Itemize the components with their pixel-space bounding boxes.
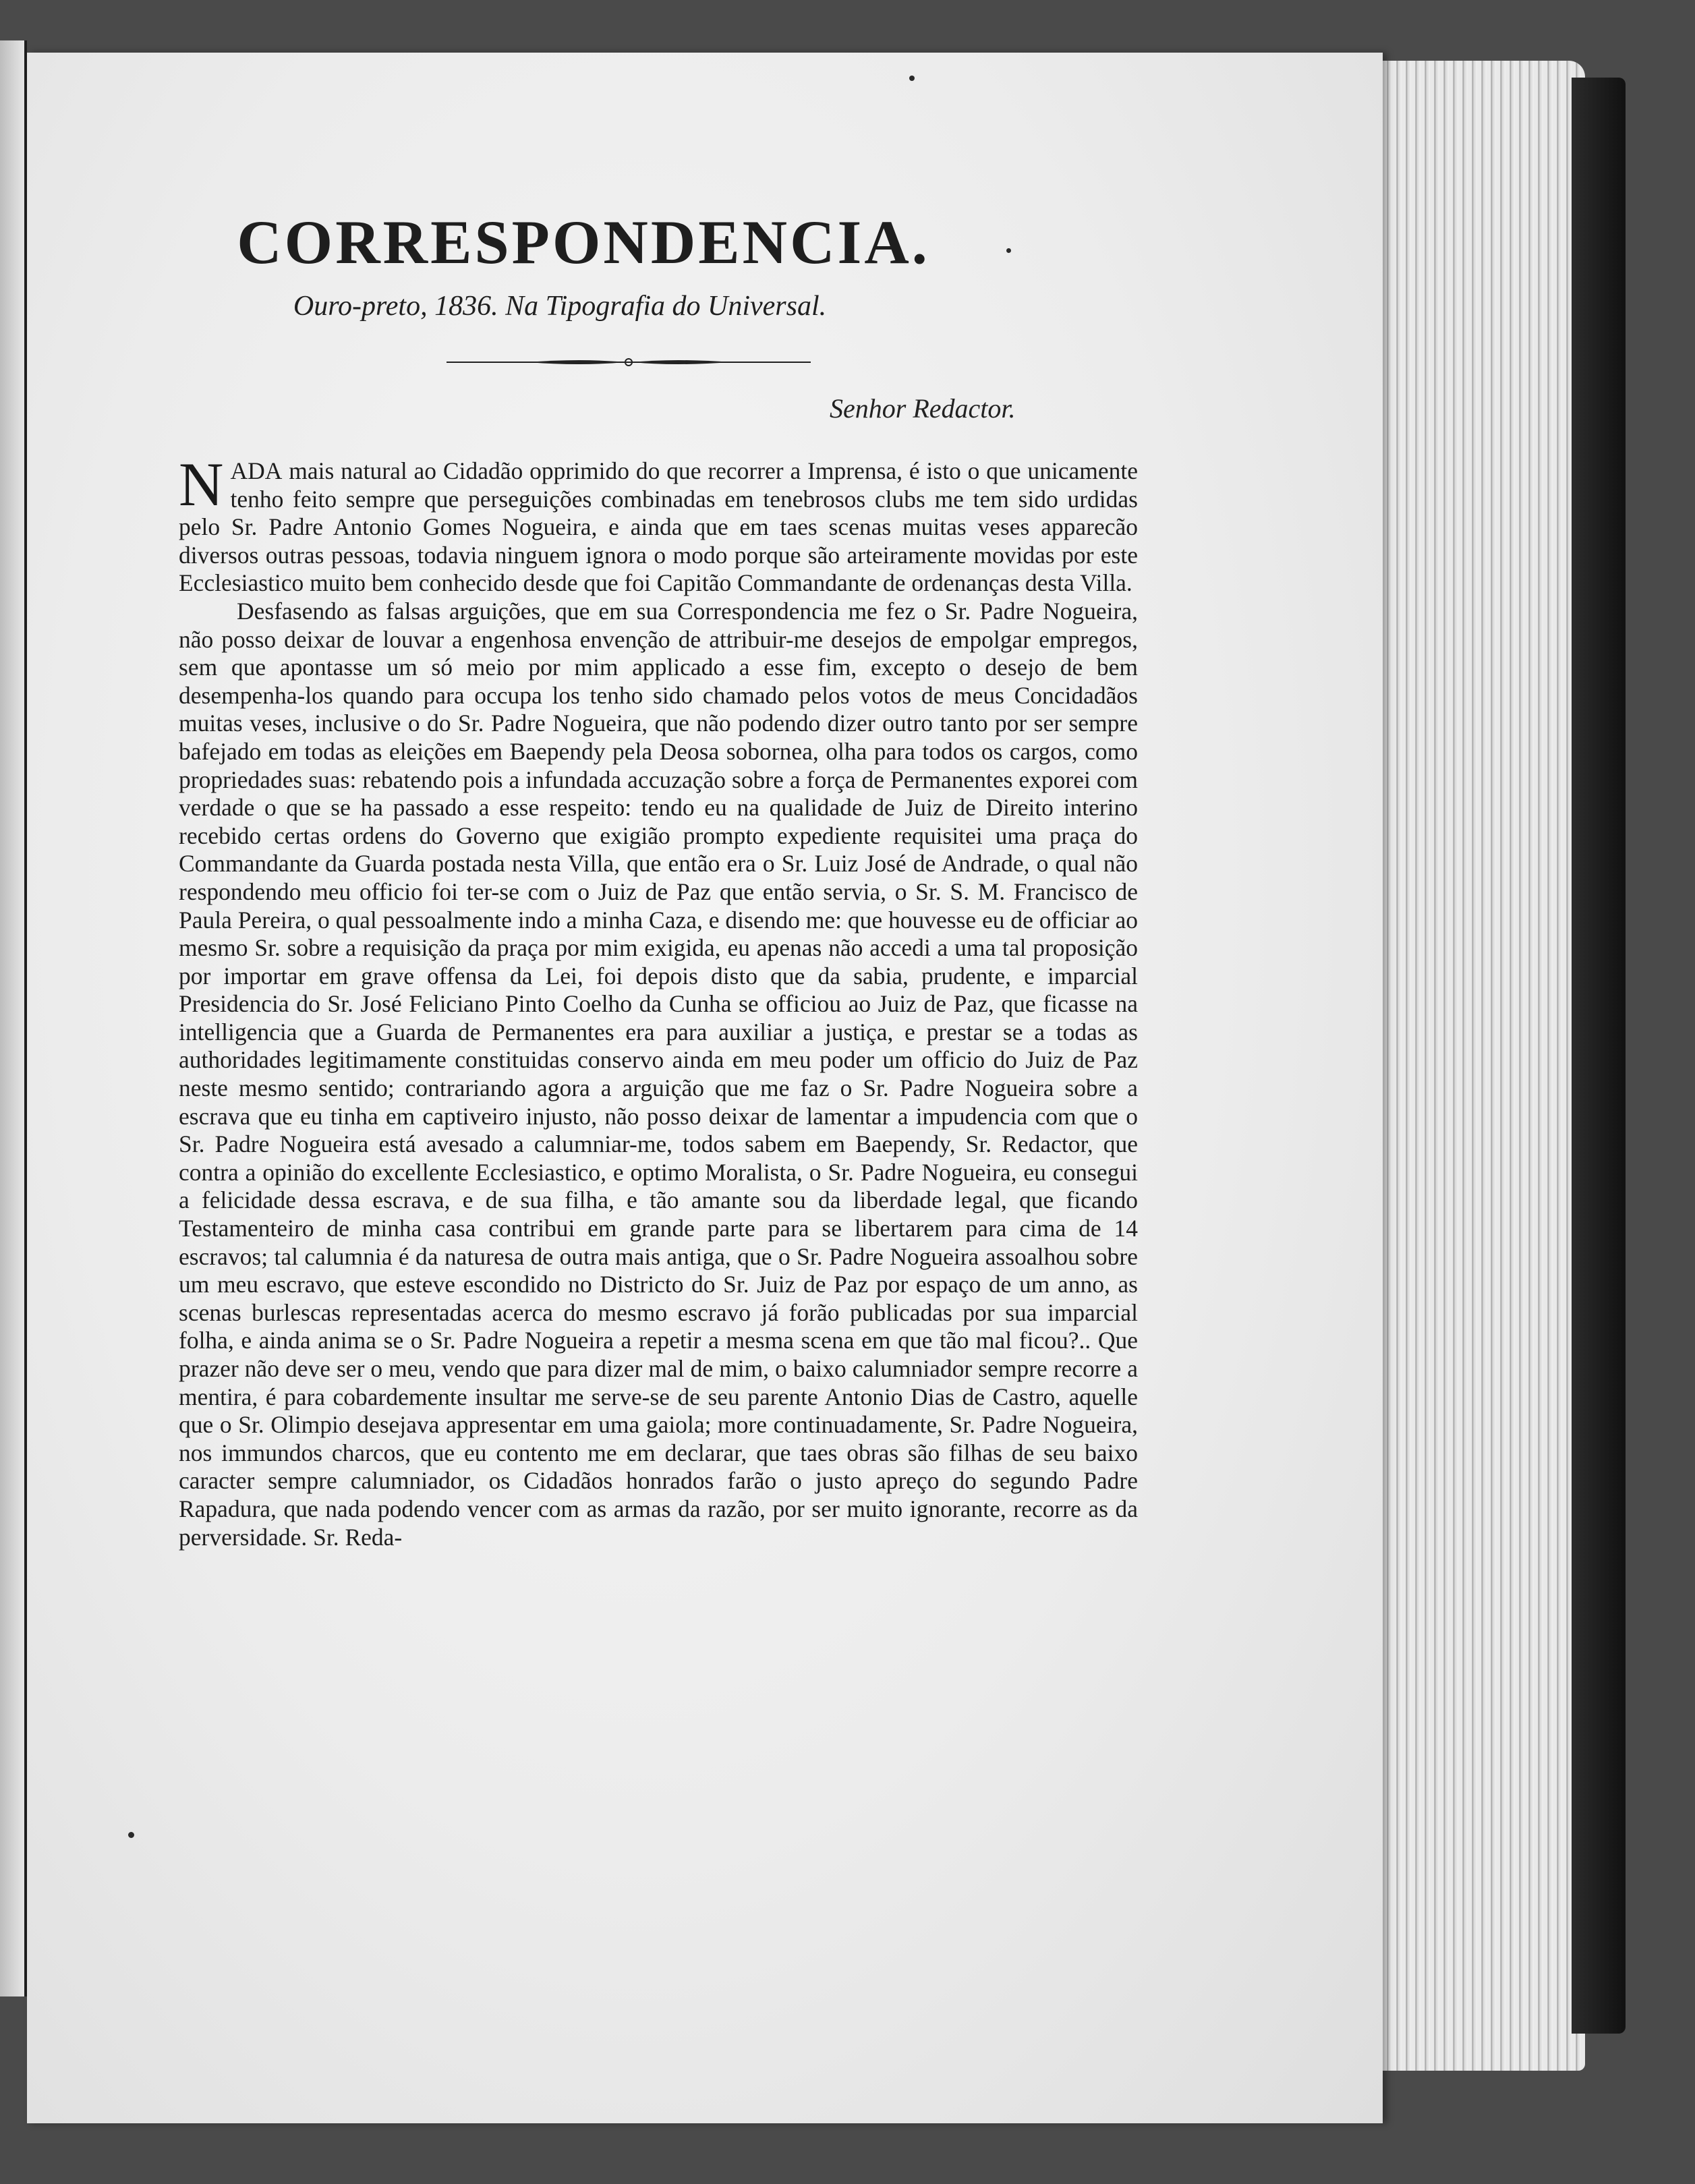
paragraph-1-text: mais natural ao Cidadão opprimido do que recorrer a Imprensa, é isto o que unicamente tenho feito sempre que perseguições combinadas em tenebrosos clubs me tem sido urdidas pelo Sr. Padre Antonio Gomes Nogueira, e ainda que em taes scenas muitas veses apparecão diversos outras pessoas, todavia ninguem ignora o modo porque são arteiramente movidas por este Ecclesiastico muito bem conhecido desde que foi Capitão Commandante de ordenanças desta Villa. (179, 457, 1139, 597)
salutation: Senhor Redactor. (830, 393, 1016, 424)
imprint-line: Ouro-preto, 1836. Na Tipografia do Universal. (293, 291, 827, 322)
page-title: CORRESPONDENCIA. (237, 208, 930, 277)
document-page (27, 53, 1383, 2123)
ornamental-rule (447, 357, 811, 367)
stacked-page-edges (1383, 61, 1585, 2071)
paragraph-2: Desfasendo as falsas arguições, que em sua Correspondencia me fez o Sr. Padre Nogueira, não posso deixar de louvar a engenhosa envenção de attribuir-me desejos de empolgar empregos, sem que apontasse um só meio por mim applicado a esse fim, excepto o desejo de bem desempenha-los quando para occupa los tenho sido chamado pelos votos de meus Concidadãos muitas veses, inclusive o do Sr. Padre Nogueira, que não podendo dizer outro tanto por ser sempre bafejado em todas as eleições em Baependy pela Deosa sobornea, olha para todos os cargos, como propriedades suas: rebatendo pois a infundada accuzação sobre a força de Permanentes exporei com verdade o que se ha passado a esse respeito: tendo eu na qualidade de Juiz de Direito interino recebido certas ordens do Governo que exigião prompto expediente requisitei uma praça do Commandante da Guarda postada nesta Villa, que então era o Sr. Luiz José de Andrade, o qual não respondendo meu officio foi ter-se com o Juiz de Paz que então servia, o Sr. S. M. Francisco de Paula Pereira, o qual pessoalmente indo a minha Caza, e disendo me: que houvesse eu de officiar ao mesmo Sr. sobre a requisição da praça por mim exigida, eu apenas não accedi a uma tal proposição por importar em grave offensa da Lei, foi depois disto que da sabia, prudente, e imparcial Presidencia do Sr. José Feliciano Pinto Coelho da Cunha se officiou ao Juiz de Paz, que ficasse na intelligencia que a Guarda de Permanentes era para auxiliar a justiça, e prestar se a todas as authoridades legitimamente constituidas conservo ainda em meu poder um officio do Juiz de Paz neste mesmo sentido; contrariando agora a arguição que me faz o Sr. Padre Nogueira sobre a escrava que eu tinha em captiveiro injusto, não posso deixar de lamentar a impudencia com que o Sr. Padre Nogueira está avesado a calumniar-me, todos sabem em Baependy, Sr. Redactor, que contra a opinião do excellente Ecclesiastico, e optimo Moralista, o Sr. Padre Nogueira, eu consegui a felicidade dessa escrava, e de sua filha, e tão amante sou da liberdade legal, que ficando Testamenteiro de minha casa contribui em grande parte para se libertarem para cima de 14 escravos; tal calumnia é da naturesa de outra mais antiga, que o Sr. Padre Nogueira assoalhou sobre um meu escravo, que esteve escondido no Districto do Sr. Juiz de Paz por espaço de um anno, as scenas burlescas representadas acerca do mesmo escravo já forão publicadas por sua imparcial folha, e ainda anima se o Sr. Padre Nogueira a repetir a mesma scena em que tão mal ficou?.. Que prazer não deve ser o meu, vendo que para dizer mal de mim, o baixo calumniador sempre recorre a mentira, é para cobardemente insultar me serve-se de seu parente Antonio Dias de Castro, aquelle que o Sr. Olimpio desejava appresentar em uma gaiola; more continuadamente, Sr. Padre Nogueira, nos immundos charcos, que eu contento me em declarar, que taes obras são filhas de seu baixo caracter sempre calumniador, os Cidadãos honrados farão o justo apreço do segundo Padre Rapadura, que nada podendo vencer com as armas da razão, por ser muito ignorante, recorre as da perversidade. Sr. Reda- (179, 597, 1138, 1551)
paragraph-1 (179, 450, 1139, 598)
letter-body (179, 450, 1139, 1551)
ink-spot (1006, 248, 1011, 253)
book-cover-edge (1572, 78, 1626, 2034)
opening-word: ADA (230, 457, 283, 484)
ink-spot (909, 76, 915, 81)
adjacent-page-edge (0, 40, 27, 1996)
drop-cap: N (179, 450, 224, 519)
ink-spot (128, 1832, 134, 1838)
